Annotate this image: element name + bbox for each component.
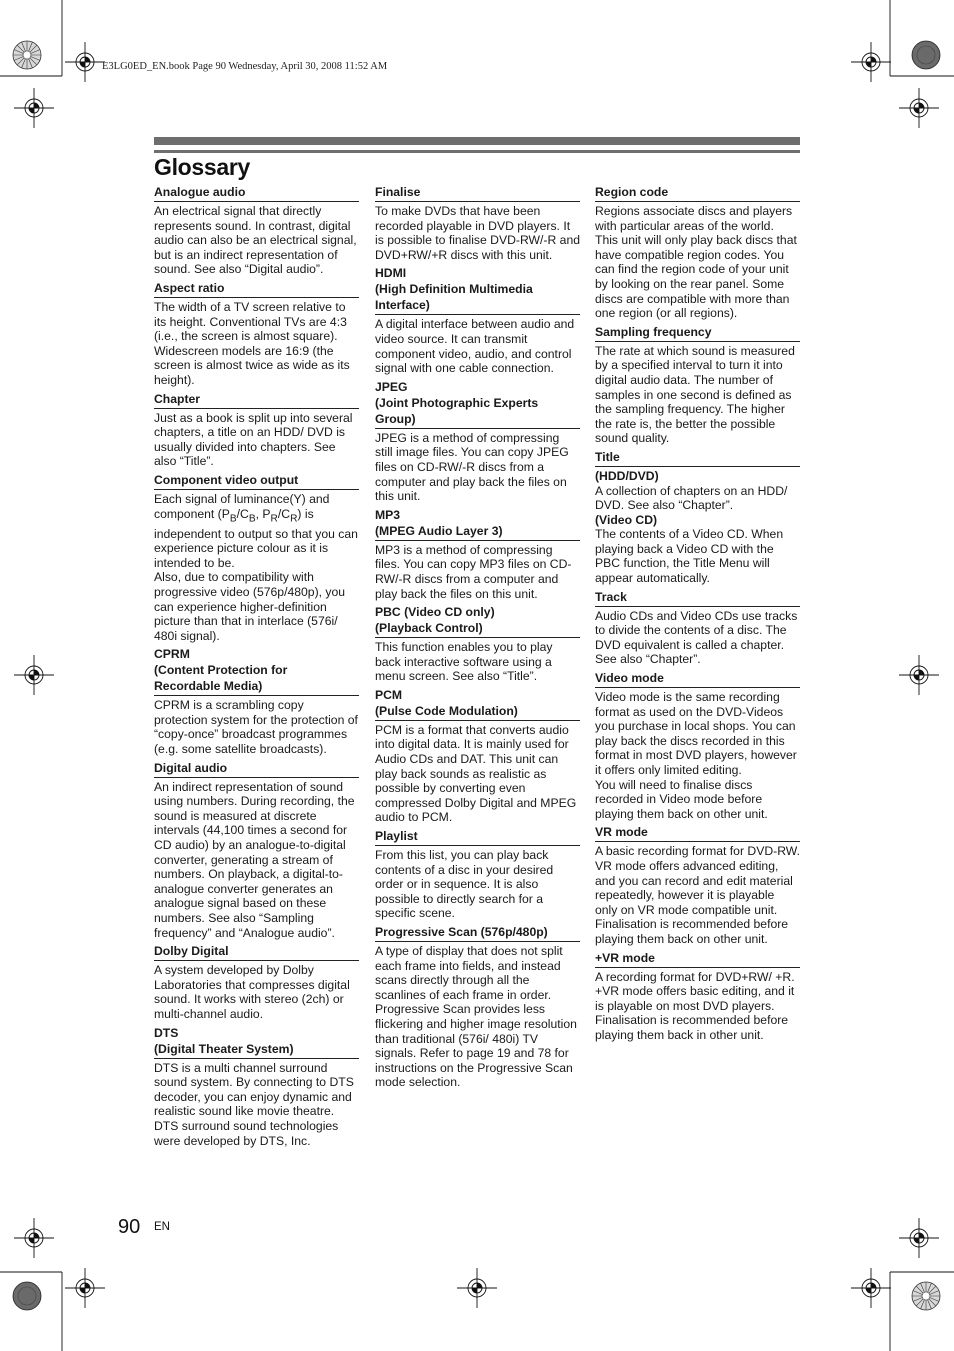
page-number: 90 <box>118 1216 141 1238</box>
glossary-entry <box>595 824 800 946</box>
glossary-term: Finalise <box>375 184 580 202</box>
glossary-definition: An indirect representation of sound using numbers. During recording, the sound is measured at discrete intervals (44,100 times a second for CD audio) by an analogue-to-digital converter, generating a stream of numbers. On playback, a digital-to-analogue converter generates an analogue signal based on these numbers. See also “Sampling frequency” and “Analogue audio”. <box>154 779 355 940</box>
glossary-term: Analogue audio <box>154 184 359 202</box>
glossary-term <box>375 265 580 315</box>
page-language: EN <box>154 1221 170 1233</box>
definition-text: Each signal of luminance(Y) and component ( <box>154 491 330 521</box>
term-line: (Digital Theater System) <box>154 1041 294 1056</box>
glossary-entry <box>154 1025 359 1149</box>
glossary-entry <box>375 265 580 375</box>
glossary-term <box>154 1025 359 1059</box>
glossary-entry <box>154 760 359 941</box>
glossary-definition: CPRM is a scrambling copy protection system for the protection of “copy-once” broadcast programmes (e.g. some satellite broadcasts). <box>154 698 358 757</box>
glossary-entry <box>595 589 800 667</box>
glossary-entry <box>154 646 359 756</box>
definition-paragraph: You will need to finalise discs recorded in Video mode before playing them back on other unit. <box>595 777 768 821</box>
glossary-definition: PCM is a format that converts audio into digital data. It is mainly used for Audio CDs and DAT. This unit can play back sounds as realistic as possible by converting even compressed Dolby Digital and MPEG audio to PCM. <box>375 722 577 825</box>
glossary-entry <box>375 379 580 504</box>
definition-subheading: (HDD/DVD) <box>595 468 659 483</box>
glossary-definition <box>595 968 800 1043</box>
glossary-definition: An electrical signal that directly represents sound. In contrast, digital audio can also be an electrical signal, but is an indirect representation of sound. See also “Digital audio”. <box>154 204 357 277</box>
glossary-definition: Each signal of luminance(Y) and component ($P_B/C_B$, $P_R/C_R$) is independent to output so that you can experience picture colour as it is intended to be. Also, due to compatibility with progressive video (576p/480p), you can experience higher-definition picture than that in interlace (576i/ 480i signal). <box>154 491 358 643</box>
glossary-entry <box>375 924 580 1090</box>
glossary-term: Dolby Digital <box>154 943 359 961</box>
glossary-definition: The rate at which sound is measured by a specified interval to turn it into digital audio data. The number of samples in one second is defined as the sampling frequency. The higher the rate is, the better the possible sound quality. <box>595 343 795 446</box>
glossary-definition: This function enables you to play back interactive software using a menu screen. See also “Title”. <box>375 640 553 684</box>
glossary-definition: JPEG is a method of compressing still image files. You can copy JPEG files on CD-RW/-R discs from a computer and play back the files on this unit. <box>375 430 569 504</box>
glossary-term: Region code <box>595 184 800 202</box>
glossary-term <box>375 507 580 541</box>
glossary-term: Playlist <box>375 828 580 846</box>
term-line: Interface) <box>375 298 430 313</box>
definition-paragraph: The contents of a Video CD. When playing back a Video CD with the PBC function, the Title Menu will appear automatically. <box>595 527 784 586</box>
glossary-term: Track <box>595 589 800 607</box>
glossary-column-2 <box>375 184 580 1090</box>
definition-paragraph: Video mode is the same recording format as used on the DVD-Videos you purchase in local shops. You can play back the discs recorded in this format in most DVD players, however it offers only limited editing. <box>595 690 797 777</box>
glossary-entry <box>375 828 580 921</box>
glossary-entry <box>375 687 580 825</box>
term-line: (Playback Control) <box>375 621 483 636</box>
glossary-definition: DTS is a multi channel surround sound system. By connecting to DTS decoder, you can enjoy dynamic and realistic sound like movie theatre. DTS surround sound technologies were developed by DTS, Inc. <box>154 1060 354 1148</box>
term-line: (Pulse Code Modulation) <box>375 703 518 718</box>
glossary-definition: To make DVDs that have been recorded playable in DVD players. It is possible to finalise DVD-RW/-R and DVD+RW/+R discs with this unit. <box>375 204 581 262</box>
term-line: (Joint Photographic Experts <box>375 395 539 410</box>
glossary-term: Component video output <box>154 472 359 490</box>
glossary-column-3 <box>595 184 800 1043</box>
term-line: (High Definition Multimedia <box>375 282 533 297</box>
title-bar-thin <box>154 150 800 153</box>
glossary-definition: A digital interface between audio and video source. It can transmit component video, audio, and control signal with one cable connection. <box>375 317 575 376</box>
glossary-definition: A system developed by Dolby Laboratories that compresses digital sound. It works with stereo (2ch) or multi-channel audio. <box>154 963 350 1021</box>
glossary-definition: A type of display that does not split each frame into fields, and instead scans directly through all the scanlines of each frame in order. Progressive Scan provides less flickering and higher image resolution than traditional (576i/ 480i) TV signals. Refer to page 19 and 78 for instructions on the Progressive Scan mode selection. <box>375 944 577 1090</box>
glossary-term: Digital audio <box>154 760 359 778</box>
file-info-header: E3LG0ED_EN.book Page 90 Wednesday, April 30, 2008 11:52 AM <box>102 61 388 72</box>
glossary-term: Progressive Scan (576p/480p) <box>375 924 580 942</box>
term-line: PBC (Video CD only) <box>375 605 495 620</box>
glossary-term: Title <box>595 449 800 467</box>
definition-paragraph: Also, due to compatibility with progressive video (576p/480p), you can experience higher-definition picture than that in interlace (576i/ 480i signal). <box>154 570 346 643</box>
glossary-entry <box>154 280 359 388</box>
glossary-definition: Audio CDs and Video CDs use tracks to divide the contents of a disc. The DVD equivalent is called a chapter. See also “Chapter”. <box>595 608 798 667</box>
glossary-definition: From this list, you can play back contents of a disc in your desired order or in sequence. It is also possible to directly search for a specific scene. <box>375 848 554 921</box>
term-line: (MPEG Audio Layer 3) <box>375 523 503 538</box>
term-line: (Content Protection for <box>154 663 288 678</box>
glossary-definition <box>595 467 800 586</box>
glossary-entry <box>595 324 800 446</box>
glossary-term <box>154 646 359 696</box>
glossary-entry <box>375 604 580 684</box>
definition-paragraph: +VR mode offers basic editing, and it is playable on most DVD players. Finalisation is recommended before playing them back in other unit. <box>595 984 795 1042</box>
definition-paragraph: A collection of chapters on an HDD/ DVD. See also “Chapter”. <box>595 483 788 513</box>
glossary-entry <box>375 184 580 262</box>
term-line: HDMI <box>375 266 407 281</box>
glossary-entry <box>154 391 359 469</box>
glossary-definition <box>595 688 800 821</box>
glossary-term: +VR mode <box>595 950 800 968</box>
term-line: JPEG <box>375 379 408 394</box>
term-line: Group) <box>375 411 416 426</box>
glossary-entry <box>595 670 800 821</box>
term-line: MP3 <box>375 507 401 522</box>
definition-text: ) is independent to output so that you can experience picture colour as it is intended to be. <box>154 506 358 570</box>
term-line: DTS <box>154 1025 179 1040</box>
term-line: CPRM <box>154 647 190 662</box>
glossary-term: Chapter <box>154 391 359 409</box>
glossary-term <box>375 604 580 638</box>
glossary-column-1 <box>154 184 359 1148</box>
glossary-entry <box>154 472 359 643</box>
glossary-term <box>375 687 580 721</box>
glossary-entry <box>595 449 800 586</box>
glossary-term: Video mode <box>595 670 800 688</box>
glossary-definition: Just as a book is split up into several chapters, a title on an HDD/ DVD is usually divided into chapters. See also “Title”. <box>154 410 353 469</box>
glossary-term: Aspect ratio <box>154 280 359 298</box>
definition-paragraph: A recording format for DVD+RW/ +R. <box>595 969 795 984</box>
title-bar-thick <box>154 137 800 145</box>
glossary-term: VR mode <box>595 824 800 842</box>
glossary-definition: MP3 is a method of compressing files. You can copy MP3 files on CD-RW/-R discs from a computer and play back the files on this unit. <box>375 542 572 601</box>
term-line: Recordable Media) <box>154 679 263 694</box>
term-line: PCM <box>375 687 403 702</box>
glossary-entry <box>595 184 800 321</box>
glossary-entry <box>154 943 359 1021</box>
glossary-definition: Regions associate discs and players with particular areas of the world. This unit will only play back discs that have compatible region codes. You can find the region code of your unit by looking on the rear panel. Some discs are compatible with more than one region (or all regions). <box>595 204 797 321</box>
glossary-definition: The width of a TV screen relative to its height. Conventional TVs are 4:3 (i.e., the screen is almost square). Widescreen models are 16:9 (the screen is almost twice as wide as its height). <box>154 299 350 387</box>
glossary-definition: A basic recording format for DVD-RW. VR mode offers advanced editing, and you can record and edit material repeatedly, however it is playable only on VR mode compatible unit. Finalisation is recommended before playing them back on other unit. <box>595 844 800 946</box>
page-title: Glossary <box>154 154 251 180</box>
definition-subheading: (Video CD) <box>595 512 658 527</box>
glossary-entry <box>375 507 580 601</box>
glossary-entry <box>595 950 800 1043</box>
glossary-term <box>375 379 580 429</box>
glossary-entry <box>154 184 359 277</box>
glossary-term: Sampling frequency <box>595 324 800 342</box>
